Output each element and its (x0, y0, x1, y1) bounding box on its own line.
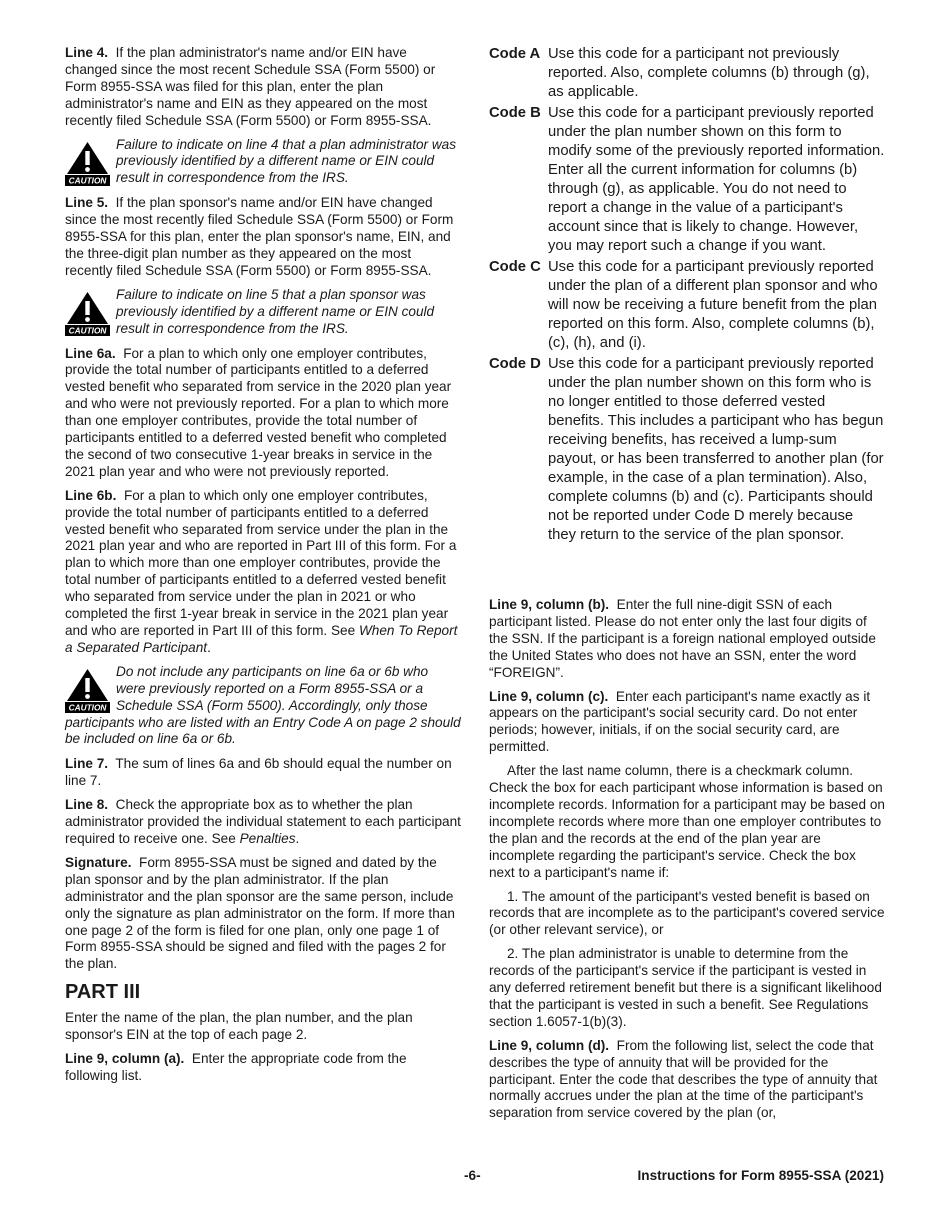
page-number: -6- (464, 1168, 481, 1183)
code-d-row (489, 355, 885, 545)
line9d-paragraph: Line 9, column (d). From the following list, select the code that describes the type of annuity that will be provided for the participant. Enter the code that describes the type of annuity that normally accrues under the plan at the time of the participant's separation from service covered by the plan (or, (489, 1037, 878, 1121)
code-c-row (489, 258, 885, 353)
line5-paragraph: Line 5. If the plan sponsor's name and/or EIN have changed since the most recently filed Schedule SSA (Form 5500) or Form 8955-SSA for this plan, enter the plan sponsor's name, EIN, and the three-digit plan number as they appeared on the most recently filed Schedule SSA (Form 5500) or Form 8955-SSA. (65, 195, 454, 278)
condition-item-1: 1. The amount of the participant's vested benefit is based on records that are incomplete as to the participant's covered service (or other relevant service), or (489, 888, 885, 938)
footer-title: Instructions for Form 8955-SSA (2021) (637, 1168, 884, 1183)
code-description: Use this code for a participant not previously reported. Also, complete columns (b) through (g), as applicable. (548, 46, 870, 100)
condition-item-2: 2. The plan administrator is unable to determine from the records of the participant's service if the participant is vested in any deferred retirement benefit but there is a significant likelihood that the participant is vested in such a benefit. See Regulations section 1.6057-1(b)(3). (489, 946, 882, 1029)
code-label: Code B (489, 105, 541, 121)
svg-text:CAUTION: CAUTION (68, 175, 107, 186)
line9a-paragraph: Line 9, column (a). Enter the appropriate code from the following list. (65, 1051, 407, 1083)
caution-icon (65, 290, 110, 336)
caution-icon (65, 140, 110, 186)
code-description: Use this code for a participant previously reported under the plan number shown on this form to modify some of the previously reported information. Enter all the current information for columns (b) through (g), as applicable. You do not need to report a change in the value of a participant's account since that is likely to change. However, you may report such a change if you want. (548, 105, 885, 254)
caution-icon (65, 667, 110, 713)
line9c-paragraph: Line 9, column (c). Enter each participant's name exactly as it appears on the participant's social security card. Do not enter periods; however, initials, if on the social security card, are permitted. (489, 688, 871, 755)
code-label: Code A (489, 46, 541, 62)
part3-heading: PART III (65, 981, 141, 1004)
line6a-paragraph: Line 6a. For a plan to which only one employer contributes, provide the total number of participants entitled to a deferred vested benefit who separated from service in the 2020 plan year and who were not previously reported. For a plan to which more than one employer contributes, provide the total number of participants entitled to a deferred vested benefit who completed the second of two consecutive 1-year breaks in service in the 2021 plan year and who were not previously reported. (65, 345, 452, 479)
left-column (65, 45, 461, 1092)
code-description: Use this code for a participant previously reported under the plan of a different plan sponsor and who will now be receiving a future benefit from the plan reported on this form. Also, complete columns (b), (c), (h), and (i). (548, 259, 878, 351)
code-list (489, 45, 885, 545)
caution-block-1: CAUTION Failure to indicate on line 4 that a plan administrator was previously identified by a different name or EIN could result in correspondence from the IRS. (65, 137, 461, 188)
code-b-row (489, 104, 885, 256)
checkmark-paragraph: After the last name column, there is a checkmark column. Check the box for each participant whose information is based on incomplete records. Information for a participant may be based on incomplete records where more than one employer contributes to the plan and the records at the end of the plan year are incomplete regarding the participant's service. Check the box next to a participant's name if: (489, 763, 885, 880)
line7-paragraph: Line 7. The sum of lines 6a and 6b should equal the number on line 7. (65, 756, 452, 789)
line8-paragraph: Line 8. Check the appropriate box as to whether the plan administrator provided the individual statement to each participant required to receive one. See Penalties. (65, 797, 461, 846)
line6b-paragraph: Line 6b. For a plan to which only one employer contributes, provide the total number of participants entitled to a deferred vested benefit who separated from service under the plan in the 2021 plan year and who are reported in Part III of this form. For a plan to which more than one employer contributes, provide the total number of participants entitled to a deferred vested benefit who separated from service under the plan in 2021 or who completed the first 1-year break in service in the 2021 plan year and who are reported in Part III of this form. See When To Report a Separated Participant. (65, 487, 458, 655)
code-label: Code D (489, 356, 541, 372)
code-description: Use this code for a participant previously reported under the plan number shown on this form who is no longer entitled to those deferred vested benefits. This includes a participant who has begun receiving benefits, has received a lump-sum payout, or has been transferred to another plan (for example, in the case of a plan termination). Also, complete columns (b) and (c). Participants should not be reported under Code D merely because they return to the service of the plan sponsor. (548, 356, 884, 543)
part3-paragraph: Enter the name of the plan, the plan number, and the plan sponsor's EIN at the top of each page 2. (65, 1010, 413, 1043)
line9b-paragraph: Line 9, column (b). Enter the full nine-digit SSN of each participant listed. Please do not enter only the last four digits of the SSN. If the participant is a foreign national employed outside the United States who does not have an SSN, enter the word “FOREIGN”. (489, 597, 876, 680)
caution-block-3: CAUTION Do not include any participants on line 6a or 6b who were previously reported on a Form 8955-SSA or a Schedule SSA (Form 5500). Accordingly, only those participants who are listed with an Entry Code A on page 2 should be included on line 6a or 6b. (65, 663, 461, 747)
code-label: Code C (489, 259, 541, 275)
line4-paragraph: Line 4. If the plan administrator's name and/or EIN have changed since the most recent Schedule SSA (Form 5500) or Form 8955-SSA was filed for this plan, enter the plan administrator's name and EIN as they appeared on the most recently filed Schedule SSA (Form 5500) or Form 8955-SSA. (65, 45, 436, 128)
svg-text:CAUTION: CAUTION (68, 702, 107, 713)
code-a-row (489, 45, 885, 102)
right-column (489, 45, 885, 1129)
svg-text:CAUTION: CAUTION (68, 325, 107, 336)
signature-paragraph: Signature. Form 8955-SSA must be signed and dated by the plan sponsor and by the plan administrator. If the plan administrator and the plan sponsor are the same person, include only the signature as plan administrator on the form. If more than one page 2 of the form is filed for one plan, only one page 1 of Form 8955-SSA should be signed and filed with the pages 2 for the plan. (65, 854, 455, 972)
caution-block-2: CAUTION Failure to indicate on line 5 that a plan sponsor was previously identified by a different name or EIN could result in correspondence from the IRS. (65, 287, 461, 338)
